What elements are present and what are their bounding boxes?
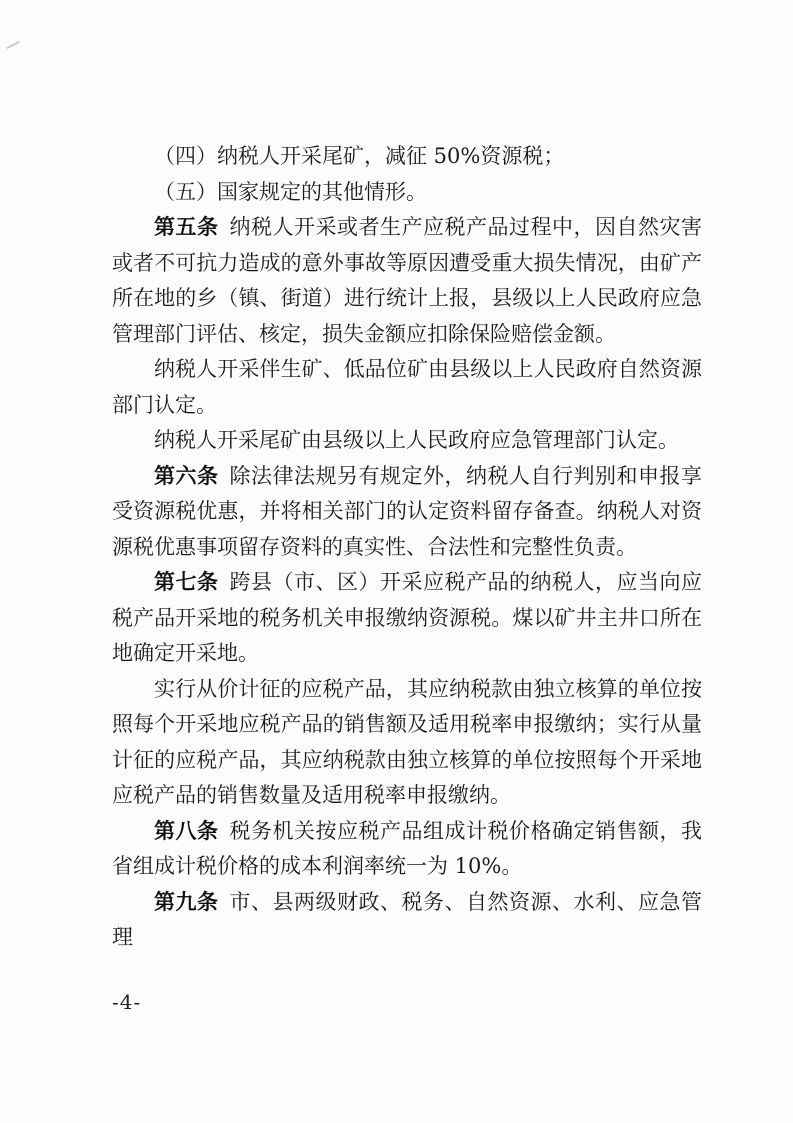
article-heading: 第九条 — [154, 889, 219, 914]
page-number: -4- — [112, 990, 142, 1014]
paragraph-item-4 — [112, 139, 702, 175]
article-9 — [112, 885, 702, 956]
paragraph-text: 除法律法规另有规定外，纳税人自行判别和申报享受资源税优惠，并将相关部门的认定资料留存备查。纳税人对资源税优惠事项留存资料的真实性、合法性和完整性负责。 — [112, 463, 702, 559]
paragraph — [112, 423, 702, 459]
paragraph-text: 跨县（市、区）开采应税产品的纳税人，应当向应税产品开采地的税务机关申报缴纳资源税。煤以矿井主井口所在地确定开采地。 — [112, 570, 702, 665]
article-5 — [112, 210, 702, 352]
article-heading: 第五条 — [154, 215, 219, 239]
paragraph — [112, 352, 702, 423]
paragraph — [112, 672, 702, 814]
article-6 — [112, 459, 702, 566]
paragraph-item-5 — [112, 175, 702, 211]
paragraph-text: 纳税人开采尾矿由县级以上人民政府应急管理部门认定。 — [154, 428, 679, 452]
paragraph-text: （五）国家规定的其他情形。 — [154, 179, 427, 204]
article-heading: 第七条 — [154, 570, 219, 594]
article-heading: 第六条 — [154, 463, 219, 488]
article-7 — [112, 565, 702, 672]
article-8 — [112, 814, 702, 885]
scan-artifact — [6, 41, 19, 49]
document-body — [112, 139, 702, 956]
paragraph-text: （四）纳税人开采尾矿，减征 50%资源税； — [154, 144, 565, 168]
paragraph-text: 市、县两级财政、税务、自然资源、水利、应急管理 — [112, 889, 702, 949]
article-heading: 第八条 — [154, 818, 219, 843]
paragraph-text: 实行从价计征的应税产品，其应纳税款由独立核算的单位按照每个开采地应税产品的销售额及适用税率申报缴纳；实行从量计征的应税产品，其应纳税款由独立核算的单位按照每个开采地应税产品的销售数量及适用税率申报缴纳。 — [112, 676, 702, 807]
paragraph-text: 纳税人开采或者生产应税产品过程中，因自然灾害或者不可抗力造成的意外事故等原因遭受重大损失情况，由矿产所在地的乡（镇、街道）进行统计上报，县级以上人民政府应急管理部门评估、核定，损失金额应扣除保险赔偿金额。 — [112, 215, 702, 346]
paragraph-text: 纳税人开采伴生矿、低品位矿由县级以上人民政府自然资源部门认定。 — [112, 357, 702, 417]
paragraph-text: 税务机关按应税产品组成计税价格确定销售额，我省组成计税价格的成本利润率统一为 10%。 — [112, 818, 702, 878]
